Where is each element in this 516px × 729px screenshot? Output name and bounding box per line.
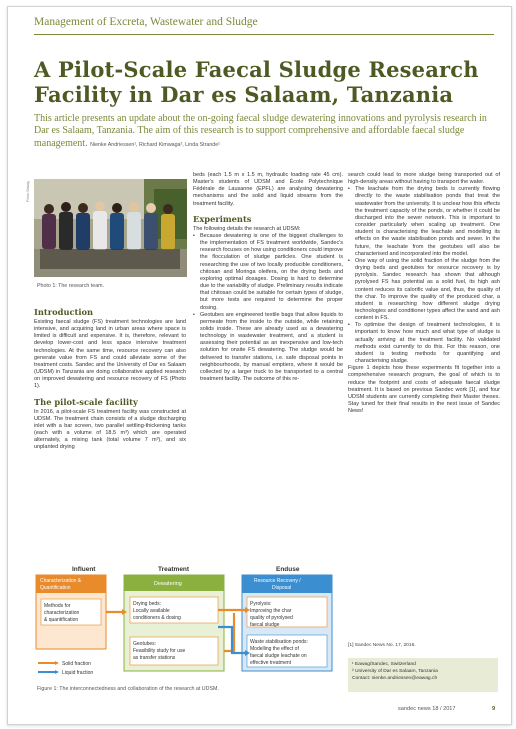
bullet-quantification: ▪ To optimise the design of treatment technologies, it is important to know how much and what type of sludge is actually arriving at the treatment facility. No validated methods exist currently to do this. For this reason, one student is testing methods for quantifying and characterising sludge. xyxy=(355,322,500,365)
svg-text:Resource Recovery /: Resource Recovery / xyxy=(254,578,301,584)
svg-text:Quantification: Quantification xyxy=(40,585,71,591)
footnote-1: ¹ Eawag/Sandec, Switzerland xyxy=(352,662,416,667)
label-treatment: Treatment xyxy=(158,566,190,573)
footnote-box xyxy=(348,658,498,692)
paragraph-pilot-facility: In 2016, a pilot-scale FS treatment facility was constructed at UDSM. The treatment chain consists of a sludge discharging inlet with a bar screen, two parallel settling-thickening tanks (each with a volume of 18.5 m³) which are operated alternately, a mixing tank (total volume 7 m³), and six unplanted drying xyxy=(34,408,186,451)
svg-text:faecal sludge leachate on: faecal sludge leachate on xyxy=(250,653,307,659)
footer-text: sandec news 18 / 2017 xyxy=(398,706,456,712)
heading-pilot-facility: The pilot-scale facility xyxy=(34,396,138,407)
svg-text:Locally available: Locally available xyxy=(133,608,170,614)
header-rule xyxy=(34,34,494,35)
box-dew-title: Dewatering xyxy=(154,581,182,587)
svg-text:Drying beds:: Drying beds: xyxy=(133,601,162,607)
bullet-conditioners: ▪ Because dewatering is one of the biggest challenges to the implementation of FS treatment worldwide, Sandec's research focuses on how using conditioners could improve the flocculation of sludge particles. One student is researching the use of two locally producible conditioners, chitosan and Moringa oleifera, on the drying beds and exploring optimal dosages. Dosing is hard to determine due to the variability of sludge. Preliminary results indicate that chitosan could be suitable for certain types of sludge, but more tests are required to determine the proper dosing. xyxy=(200,233,343,312)
paragraph-outro: Figure 1 depicts how these experiments fit together into a comprehensive research program, the goal of which is to reduce the footprint and costs of adequate faecal sludge treatment. It is based on previous Sandec work [1], and four UDSM students are currently completing their Master theses. Stay tuned for their final results in the next issue of Sandec News! xyxy=(348,365,500,415)
column-2 xyxy=(193,172,343,383)
photo-credit: Photo: Eawag xyxy=(26,181,30,202)
svg-text:conditioners & dosing: conditioners & dosing xyxy=(133,615,181,621)
paragraph-introduction: Existing faecal sludge (FS) treatment technologies are land intensive, and acquiring land in urban areas where space is limited is difficult and expensive. It is, therefore, relevant to develop lower-cost and less space intensive treatment technologies. At the same time, resource recovery can also generate value from FS and could alleviate some of the treatment costs. Sandec and the University of Dar es Salaam (UDSM) in Tanzania are doing collaborative applied research on improved dewatering and resource recovery of FS (Photo 1). xyxy=(34,319,186,390)
box-char-title: Characterization & xyxy=(40,578,82,584)
contact: Contact: nienke.andriessen@eawag.ch xyxy=(352,676,438,681)
reference: [1] Sandec News No. 17, 2016. xyxy=(348,643,416,648)
label-influent: Influent xyxy=(72,566,96,573)
svg-text:characterization: characterization xyxy=(44,610,80,616)
legend-solid: Solid fraction xyxy=(62,661,91,667)
svg-text:Modelling the effect of: Modelling the effect of xyxy=(250,646,299,652)
article-title: A Pilot-Scale Faecal Sludge Research Facility in Dar es Salaam, Tanzania xyxy=(34,57,479,107)
heading-introduction: Introduction xyxy=(34,307,94,317)
svg-text:Pyrolysis:: Pyrolysis: xyxy=(250,601,272,607)
figure-1-diagram xyxy=(34,565,334,685)
experiment-list-continued xyxy=(348,186,500,365)
svg-text:Waste stabilisation ponds:: Waste stabilisation ponds: xyxy=(250,639,308,645)
svg-text:& quantification: & quantification xyxy=(44,617,79,623)
heading-experiments: Experiments xyxy=(193,213,252,224)
bullet-leachate: ▪ The leachate from the drying beds is currently flowing directly to the waste stabilisation ponds that treat the wastewater from the university. It is unclear how this effects the treatment capacity of the ponds, or whether it could be discharged into the sewer network. This is important to consider particularly when scaling up treatment. One student is characterising the leachate and modelling its effects on the waste stabilisation ponds and sewer. In the future, the leachate from the geotubes will also be characterised and incorporated into the model. xyxy=(355,186,500,258)
footnote-2: ² University of Dar es Salaam, Tanzania xyxy=(352,669,438,674)
svg-text:faecal sludge: faecal sludge xyxy=(250,622,280,628)
svg-text:Improving the char: Improving the char xyxy=(250,608,292,614)
box-char-body: Methods for xyxy=(44,603,71,609)
label-enduse: Enduse xyxy=(276,566,300,573)
research-team-photo xyxy=(34,179,187,277)
svg-text:Feasibility study for use: Feasibility study for use xyxy=(133,648,186,654)
svg-text:Disposal: Disposal xyxy=(272,585,292,591)
svg-text:Geotubes:: Geotubes: xyxy=(133,641,157,647)
page xyxy=(7,6,512,725)
experiment-list xyxy=(193,233,343,383)
column-1 xyxy=(34,307,186,452)
svg-text:as transfer stations: as transfer stations xyxy=(133,655,176,661)
bullet-geotubes: ▪ Geotubes are engineered textile bags that allow liquids to permeate from the inside to the outside, while retaining solids inside. These are already used as a dewatering technology in wastewater treatment, and a student is assessing their potential as an inexpensive and low-tech solution for onsite FS dewatering. The sludge would be delivered to transfer stations, i.e. safe disposal points in neighbourhoods, by manual emptiers, where it would be collected by a larger truck to be transported to a central treatment facility. The outcome of this re- xyxy=(200,312,343,384)
paragraph-geotubes-continued: search could lead to more sludge being transported out of high-density areas without having to transport the water. xyxy=(348,172,500,186)
svg-text:quality of pyrolysed: quality of pyrolysed xyxy=(250,615,293,621)
page-number: 9 xyxy=(492,706,496,712)
column-3 xyxy=(348,172,500,415)
paragraph-pilot-continued: beds (each 1.5 m x 1.5 m, hydraulic loading rate 45 cm). Master's students of UDSM and École Polytechnique Fédérale de Lausanne (EPFL) are analysing dewatering mechanisms and the solid and liquid streams from the treatment facility. xyxy=(193,172,343,207)
legend-liquid: Liquid fraction xyxy=(62,670,94,676)
bullet-pyrolysis: ▪ One way of using the solid fraction of the sludge from the drying beds and geotubes for resource recovery is by pyrolysis. Sandec research has shown that although pyrolysed FS has potential as a solid fuel, its high ash content reduces its calorific value and, thus, the quality of the char. To improve the quality of the produced char, a student is researching how different sludge drying technologies and conditioner types affect the sand and ash content in FS. xyxy=(355,258,500,322)
figure-caption: Figure 1: The interconnectedness and collaboration of the research at UDSM. xyxy=(37,686,219,692)
abstract-text: This article presents an update about the on-going faecal sludge dewatering innovations and pyrolysis research in Dar es Salaam, Tanzania. The aim of this research is to support comprehensive and affordable faecal sludge management. xyxy=(34,113,487,149)
abstract xyxy=(34,113,499,151)
authors: Nienke Andriessen¹, Richard Kimwaga², Linda Strande¹ xyxy=(90,141,220,148)
paragraph-experiments-intro: The following details the research at UDSM: xyxy=(193,225,301,232)
photo-caption: Photo 1: The research team. xyxy=(37,283,105,289)
svg-text:effective treatment: effective treatment xyxy=(250,660,292,666)
section-header: Management of Excreta, Wastewater and Sludge xyxy=(34,16,258,28)
